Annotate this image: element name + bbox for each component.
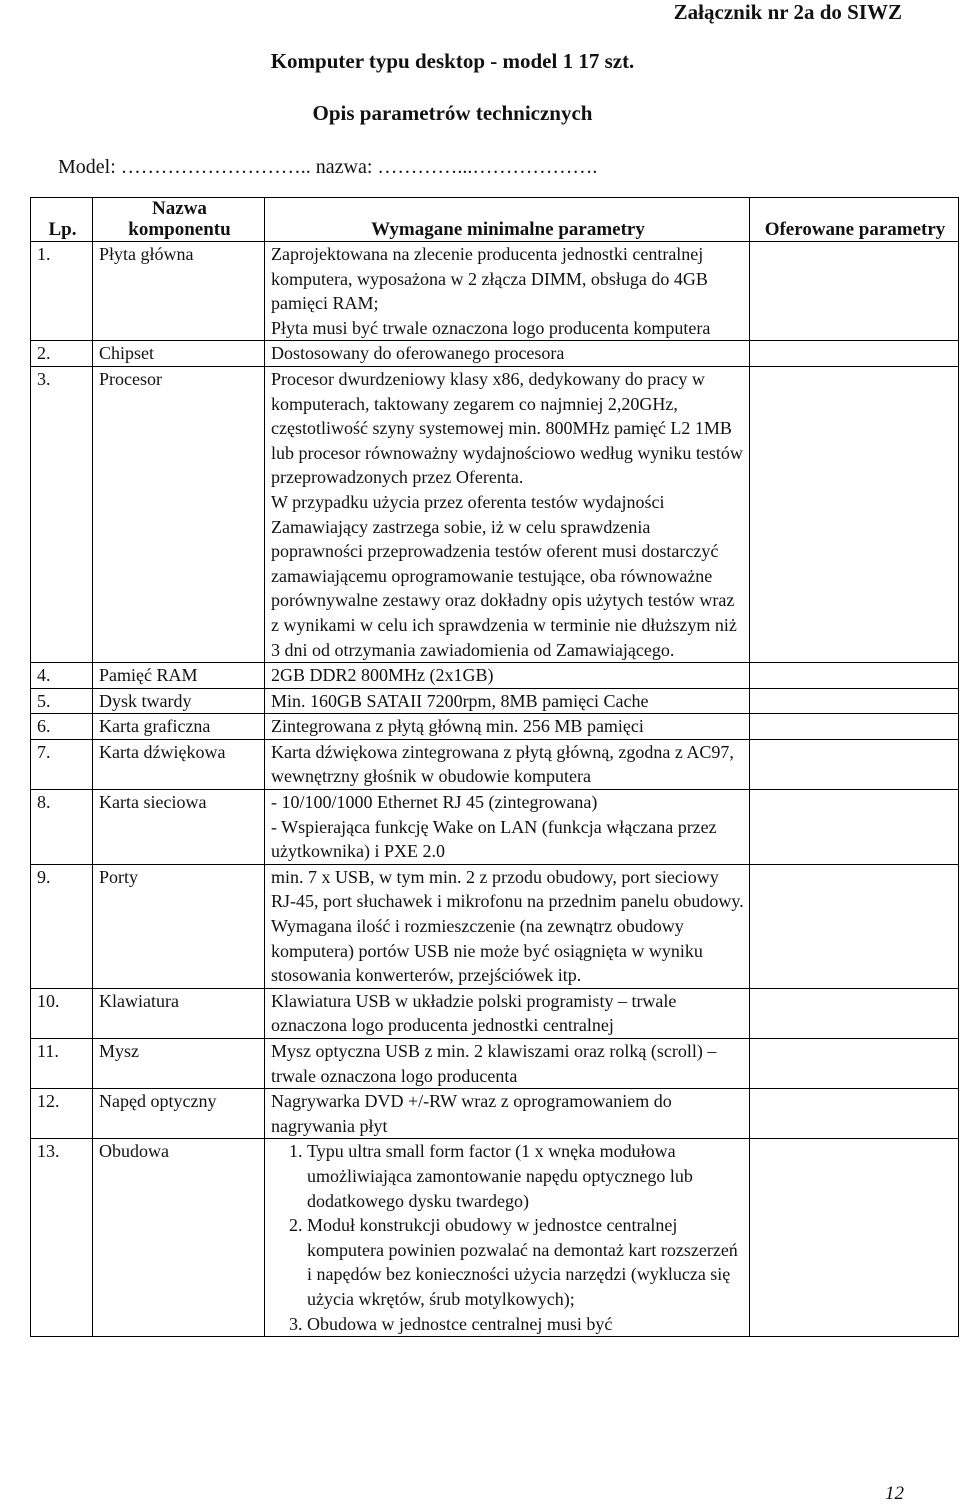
component-name: Mysz xyxy=(93,1039,265,1089)
table-row xyxy=(31,864,959,988)
table-row xyxy=(31,790,959,865)
requirement-text: Płyta musi być trwale oznaczona logo producenta komputera xyxy=(271,317,711,338)
requirement-text: W przypadku użycia przez oferenta testów wydajności Zamawiający zastrzega sobie, iż w celu sprawdzenia poprawności przeprowadzenia testów oferent musi dostarczyć zamawiającemu oprogramowanie testujące, oba równoważne porównywalne zestawy oraz dokładny opis użytych testów wraz z wynikami w celu ich sprawdzenia w terminie nie dłuższym niż 3 dni od otrzymania zawiadomienia od Zamawiającego. xyxy=(271,491,737,660)
header-required: Wymagane minimalne parametry xyxy=(265,198,750,242)
required-parameters xyxy=(265,663,750,689)
required-parameters xyxy=(265,1039,750,1089)
requirement-text: Karta dźwiękowa zintegrowana z płytą główną, zgodna z AC97, wewnętrzny głośnik w obudowie komputera xyxy=(271,741,734,787)
header-offered: Oferowane parametry xyxy=(750,198,959,242)
row-number: 6. xyxy=(31,714,93,740)
row-number: 9. xyxy=(31,864,93,988)
requirement-list-item: 2. Moduł konstrukcji obudowy w jednostce centralnej komputera powinien pozwalać na demontaż kart rozszerzeń i napędów bez konieczności użycia narzędzi (wyklucza się użycia wkrętów, śrub motylkowych); xyxy=(307,1213,745,1311)
table-row xyxy=(31,739,959,789)
offered-parameters-cell xyxy=(750,1089,959,1139)
requirement-text: Zintegrowana z płytą główną min. 256 MB pamięci xyxy=(271,716,644,737)
offered-parameters-cell xyxy=(750,988,959,1038)
row-number: 3. xyxy=(31,366,93,662)
table-row xyxy=(31,688,959,714)
header-lp: Lp. xyxy=(31,198,93,242)
requirement-text: Nagrywarka DVD +/-RW wraz z oprogramowaniem do nagrywania płyt xyxy=(271,1091,672,1136)
required-parameters xyxy=(265,988,750,1038)
requirement-text: Min. 160GB SATAII 7200rpm, 8MB pamięci Cache xyxy=(271,690,649,711)
row-number: 2. xyxy=(31,341,93,367)
requirement-text: 2GB DDR2 800MHz (2x1GB) xyxy=(271,665,494,686)
component-name: Płyta główna xyxy=(93,242,265,341)
table-row xyxy=(31,988,959,1038)
table-row xyxy=(31,663,959,689)
table-row xyxy=(31,714,959,740)
requirement-text: Klawiatura USB w układzie polski programisty – trwale oznaczona logo producenta jednostki centralnej xyxy=(271,990,677,1036)
model-name-line: Model: ……………………….. nazwa: …………...………………. xyxy=(58,156,598,178)
requirement-list-item: 3. Obudowa w jednostce centralnej musi być xyxy=(307,1312,745,1337)
table-row xyxy=(31,242,959,341)
document-subtitle: Opis parametrów technicznych xyxy=(312,101,593,125)
required-parameters xyxy=(265,341,750,367)
component-name: Klawiatura xyxy=(93,988,265,1038)
requirement-text: Procesor dwurdzeniowy klasy x86, dedykowany do pracy w komputerach, taktowany zegarem co najmniej 2,20GHz, częstotliwość szyny systemowej min. 800MHz pamięć L2 1MB lub procesor równoważny wydajnościowo według wyniku testów przeprowadzonych przez Oferenta. xyxy=(271,368,743,488)
requirement-list-item: 1. Typu ultra small form factor (1 x wnęka modułowa umożliwiająca zamontowanie napędu optycznego lub dodatkowego dysku twardego) xyxy=(307,1139,745,1213)
row-number: 7. xyxy=(31,739,93,789)
row-number: 8. xyxy=(31,790,93,865)
table-header-row xyxy=(31,198,959,242)
component-name: Napęd optyczny xyxy=(93,1089,265,1139)
table-row xyxy=(31,366,959,662)
required-parameters xyxy=(265,739,750,789)
row-number: 1. xyxy=(31,242,93,341)
requirement-list xyxy=(271,1139,745,1336)
offered-parameters-cell xyxy=(750,790,959,865)
offered-parameters-cell xyxy=(750,663,959,689)
row-number: 10. xyxy=(31,988,93,1038)
offered-parameters-cell xyxy=(750,739,959,789)
offered-parameters-cell xyxy=(750,366,959,662)
spec-table xyxy=(30,197,959,1337)
component-name: Karta dźwiękowa xyxy=(93,739,265,789)
required-parameters xyxy=(265,366,750,662)
component-name: Procesor xyxy=(93,366,265,662)
requirement-text: - 10/100/1000 Ethernet RJ 45 (zintegrowana) xyxy=(271,792,598,813)
component-name: Pamięć RAM xyxy=(93,663,265,689)
row-number: 12. xyxy=(31,1089,93,1139)
row-number: 4. xyxy=(31,663,93,689)
document-title: Komputer typu desktop - model 1 17 szt. xyxy=(270,49,635,73)
page-number: 12 xyxy=(885,1483,904,1504)
requirement-text: Mysz optyczna USB z min. 2 klawiszami oraz rolką (scroll) – trwale oznaczona logo producenta xyxy=(271,1041,717,1086)
component-name: Obudowa xyxy=(93,1139,265,1337)
table-row xyxy=(31,1089,959,1139)
header-component: Nazwa komponentu xyxy=(93,198,265,242)
component-name: Karta graficzna xyxy=(93,714,265,740)
requirement-text: min. 7 x USB, w tym min. 2 z przodu obudowy, port sieciowy RJ-45, port słuchawek i mikrofonu na przednim panelu obudowy. Wymagana ilość i rozmieszczenie (na zewnątrz obudowy komputera) portów USB nie może być osiągnięta w wyniku stosowania konwerterów, przejściówek itp. xyxy=(271,866,744,986)
offered-parameters-cell xyxy=(750,864,959,988)
component-name: Porty xyxy=(93,864,265,988)
offered-parameters-cell xyxy=(750,1039,959,1089)
required-parameters xyxy=(265,1139,750,1337)
offered-parameters-cell xyxy=(750,714,959,740)
required-parameters xyxy=(265,714,750,740)
required-parameters xyxy=(265,242,750,341)
component-name: Karta sieciowa xyxy=(93,790,265,865)
requirement-text: Dostosowany do oferowanego procesora xyxy=(271,343,565,364)
offered-parameters-cell xyxy=(750,341,959,367)
row-number: 11. xyxy=(31,1039,93,1089)
requirement-text: - Wspierająca funkcję Wake on LAN (funkcja włączana przez użytkownika) i PXE 2.0 xyxy=(271,816,717,862)
row-number: 5. xyxy=(31,688,93,714)
table-row xyxy=(31,1039,959,1089)
required-parameters xyxy=(265,1089,750,1139)
offered-parameters-cell xyxy=(750,242,959,341)
requirement-text: Zaprojektowana na zlecenie producenta jednostki centralnej komputera, wyposażona w 2 złącza DIMM, obsługa do 4GB pamięci RAM; xyxy=(271,244,708,314)
offered-parameters-cell xyxy=(750,688,959,714)
table-row xyxy=(31,1139,959,1337)
component-name: Dysk twardy xyxy=(93,688,265,714)
offered-parameters-cell xyxy=(750,1139,959,1337)
component-name: Chipset xyxy=(93,341,265,367)
required-parameters xyxy=(265,790,750,865)
spec-table-body xyxy=(31,242,959,1337)
table-row xyxy=(31,341,959,367)
attachment-label: Załącznik nr 2a do SIWZ xyxy=(673,0,902,24)
required-parameters xyxy=(265,864,750,988)
required-parameters xyxy=(265,688,750,714)
row-number: 13. xyxy=(31,1139,93,1337)
